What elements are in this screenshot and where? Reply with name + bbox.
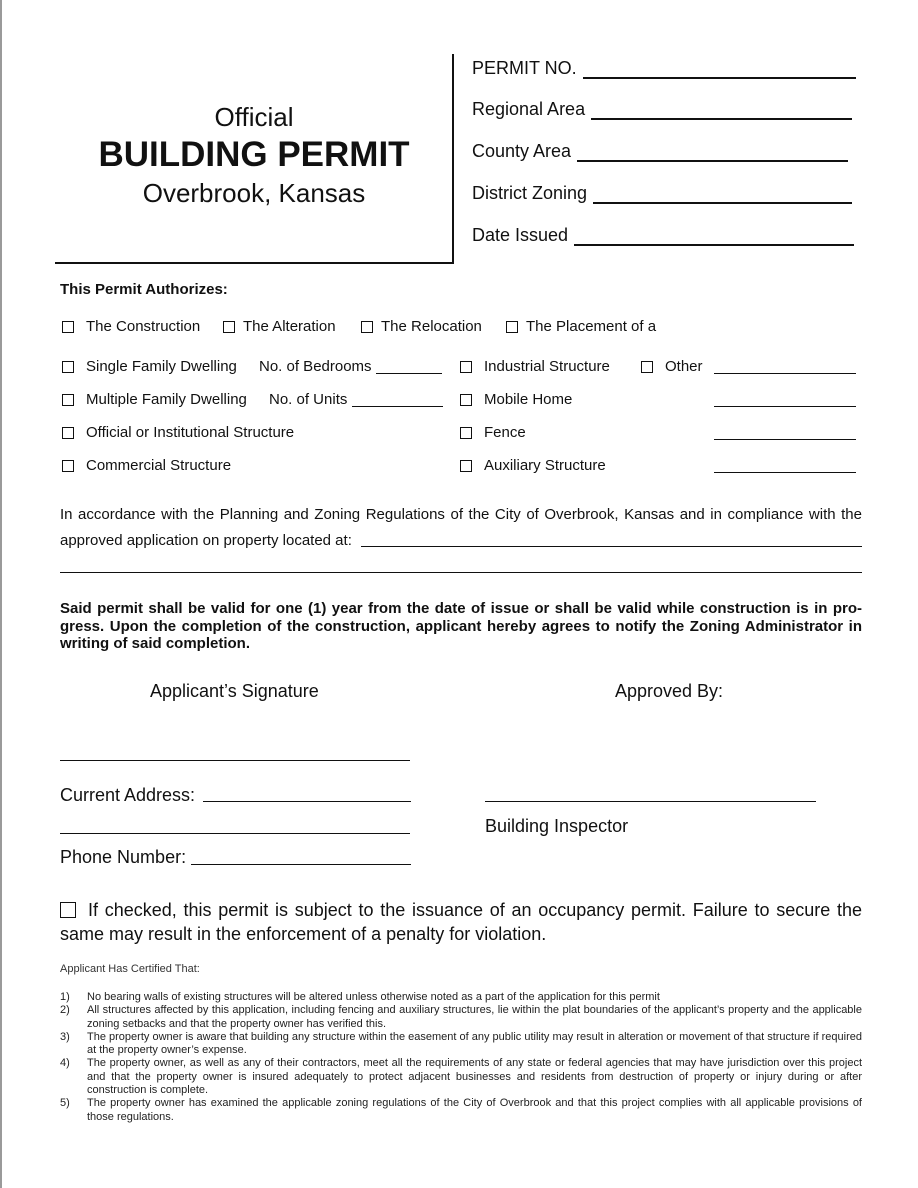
action-label: The Relocation (381, 318, 482, 335)
type-label: Multiple Family Dwelling (86, 391, 247, 408)
certified-num: 4) (60, 1057, 70, 1070)
certified-text: The property owner has examined the applicable zoning regulations of the City of Overbrook and that this project complies with all applicable provisions of those regulations. (87, 1097, 862, 1123)
header-divider-horizontal (55, 262, 454, 264)
county-area-label: County Area (472, 141, 572, 161)
certified-num: 5) (60, 1097, 70, 1110)
checkbox[interactable] (361, 321, 373, 333)
date-issued-label: Date Issued (472, 225, 569, 245)
title-building-permit: BUILDING PERMIT (98, 135, 410, 175)
bedrooms-label: No. of Bedrooms (259, 358, 372, 375)
certified-text: All structures affected by this application, including fencing and auxiliary structures, lie within the plat boundaries of the applicant’s property and the applicable zoning setbacks and that the property owner has verified this. (87, 1004, 862, 1030)
district-zoning-line[interactable] (593, 186, 852, 204)
certified-item (60, 1004, 862, 1031)
accordance-line-2: approved application on property located at: (60, 532, 352, 549)
applicant-signature-line[interactable] (60, 760, 410, 761)
type-industrial[interactable] (460, 358, 610, 375)
type-commercial[interactable] (62, 457, 231, 474)
type-mobile-home[interactable] (460, 391, 572, 408)
units-label: No. of Units (269, 391, 348, 408)
type-label: Industrial Structure (484, 358, 610, 375)
type-label: Official or Institutional Structure (86, 424, 295, 441)
district-zoning-label: District Zoning (472, 183, 588, 203)
date-issued-line[interactable] (574, 228, 854, 246)
certified-text: The property owner is aware that building any structure within the easement of any public utility may result in alteration or movement of that structure if required at the property owner’s expense. (87, 1030, 862, 1057)
permit-no-field[interactable] (472, 58, 856, 79)
title-location: Overbrook, Kansas (142, 178, 366, 209)
occupancy-notice (60, 898, 862, 946)
checkbox[interactable] (223, 321, 235, 333)
type-auxiliary[interactable] (460, 457, 606, 474)
validity-statement: Said permit shall be valid for one (1) year from the date of issue or shall be valid while construction is in pro-gress. Upon the completion of the construction, applicant hereby agrees to notify the Zoning Administrator in writing of said completion. (60, 600, 862, 652)
regional-area-line[interactable] (591, 102, 852, 120)
other-line-1[interactable] (714, 373, 856, 374)
regional-area-field[interactable] (472, 99, 852, 120)
certified-text: The property owner, as well as any of their contractors, meet all the requirements of any state or federal agencies that may have jurisdiction over this project and that the property owner is insured adequately to protect adjacent businesses and residents from destruction of property or injury during or after construction is complete. (87, 1057, 862, 1097)
approved-by-label: Approved By: (615, 681, 724, 701)
checkbox[interactable] (460, 394, 472, 406)
phone-number-label: Phone Number: (60, 847, 187, 867)
regional-area-label: Regional Area (472, 99, 586, 119)
type-other[interactable] (641, 358, 703, 375)
checkbox[interactable] (460, 361, 472, 373)
certified-num: 2) (60, 1004, 70, 1017)
type-label: Other (665, 358, 703, 375)
applicant-signature-label: Applicant’s Signature (150, 681, 319, 701)
title-block (56, 104, 452, 207)
checkbox[interactable] (62, 361, 74, 373)
action-construction[interactable] (62, 318, 200, 335)
action-label: The Placement of a (526, 318, 657, 335)
certified-num: 1) (60, 991, 70, 1003)
date-issued-field[interactable] (472, 225, 854, 246)
district-zoning-field[interactable] (472, 183, 852, 204)
type-label: Auxiliary Structure (484, 457, 606, 474)
other-line-4[interactable] (714, 472, 856, 473)
action-relocation[interactable] (361, 318, 482, 335)
inspector-signature-line[interactable] (485, 801, 816, 802)
certified-item (60, 1031, 862, 1058)
checkbox[interactable] (641, 361, 653, 373)
checkbox[interactable] (62, 321, 74, 333)
current-address-line[interactable] (203, 801, 411, 802)
type-label: Commercial Structure (86, 457, 232, 474)
property-location-line-2[interactable] (60, 572, 862, 573)
checkbox[interactable] (460, 427, 472, 439)
certified-text: No bearing walls of existing structures will be altered unless otherwise noted as a part of the application for this permit (87, 991, 660, 1003)
type-fence[interactable] (460, 424, 526, 441)
title-official: Official (214, 102, 294, 132)
type-multiple-family[interactable] (62, 391, 247, 408)
current-address-label: Current Address: (60, 785, 196, 805)
type-single-family[interactable] (62, 358, 237, 375)
certified-num: 3) (60, 1030, 70, 1043)
checkbox[interactable] (62, 427, 74, 439)
action-label: The Alteration (243, 318, 336, 335)
checkbox[interactable] (506, 321, 518, 333)
certified-list (60, 991, 862, 1124)
occupancy-checkbox[interactable] (60, 902, 76, 918)
page-edge (0, 0, 2, 1188)
building-inspector-label: Building Inspector (485, 816, 629, 836)
authorizes-title: This Permit Authorizes: (60, 281, 228, 298)
bedrooms-line[interactable] (376, 373, 442, 374)
other-line-2[interactable] (714, 406, 856, 407)
occupancy-text: If checked, this permit is subject to the issuance of an occupancy permit. Failure to secure the same may result in the enforcement of a penalty for violation. (60, 900, 862, 944)
current-address-line-2[interactable] (60, 833, 410, 834)
permit-no-line[interactable] (583, 61, 856, 79)
type-label: Fence (484, 424, 526, 441)
type-label: Single Family Dwelling (86, 358, 237, 375)
certified-item (60, 991, 862, 1004)
checkbox[interactable] (62, 460, 74, 472)
units-line[interactable] (352, 406, 443, 407)
checkbox[interactable] (62, 394, 74, 406)
other-line-3[interactable] (714, 439, 856, 440)
certified-item (60, 1097, 862, 1124)
action-label: The Construction (86, 318, 201, 335)
action-placement[interactable] (506, 318, 656, 335)
accordance-line-1: In accordance with the Planning and Zoning Regulations of the City of Overbrook, Kansas and in compliance with the (60, 506, 862, 523)
property-location-line-1[interactable] (361, 546, 862, 547)
action-alteration[interactable] (223, 318, 336, 335)
county-area-line[interactable] (577, 144, 848, 162)
checkbox[interactable] (460, 460, 472, 472)
permit-no-label: PERMIT NO. (472, 58, 577, 78)
type-official[interactable] (62, 424, 294, 441)
county-area-field[interactable] (472, 141, 848, 162)
certified-title: Applicant Has Certified That: (60, 963, 200, 975)
certified-item (60, 1057, 862, 1097)
type-label: Mobile Home (484, 391, 573, 408)
phone-number-line[interactable] (191, 864, 411, 865)
header-divider-vertical (452, 54, 454, 264)
